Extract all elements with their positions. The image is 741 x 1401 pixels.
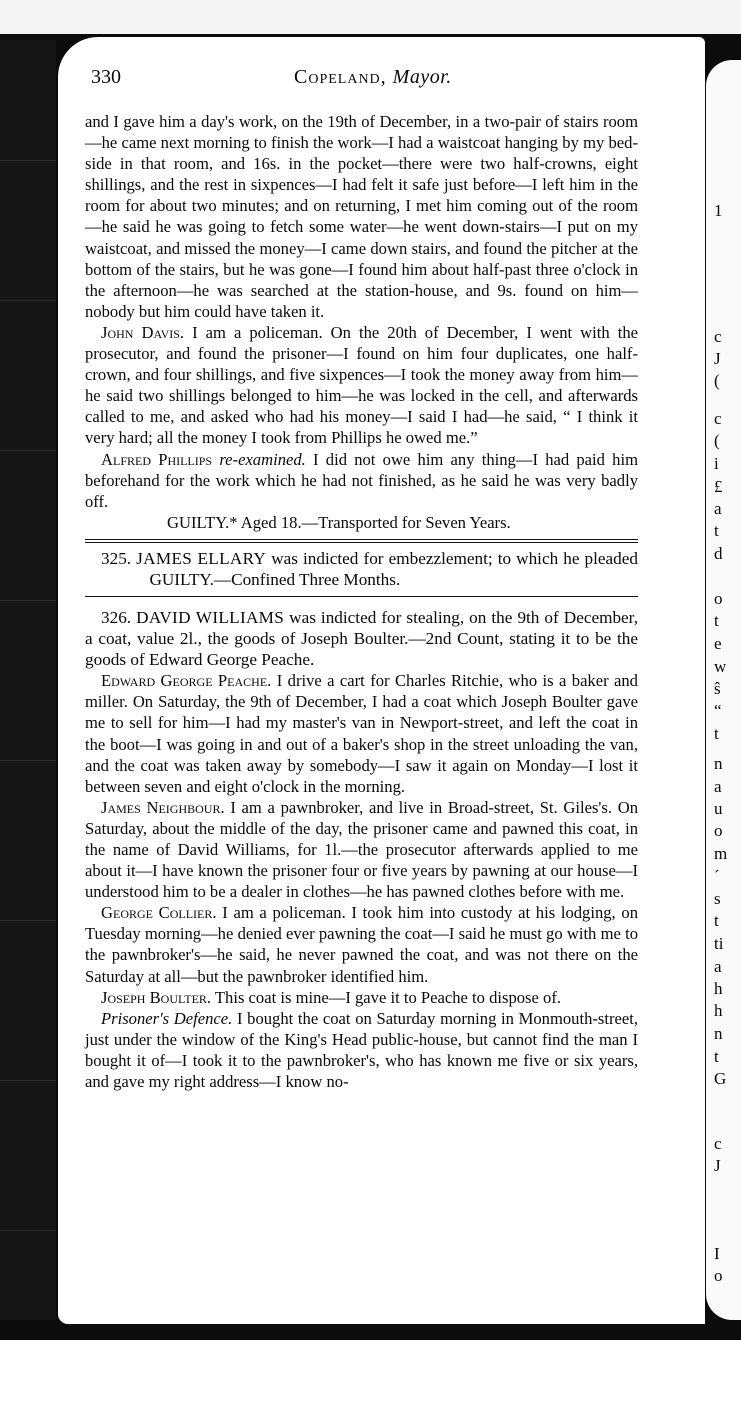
fragment-letter: n bbox=[714, 754, 723, 773]
fragment-letter: a bbox=[714, 499, 722, 518]
case-header bbox=[85, 548, 638, 590]
fragment-letter: £ bbox=[714, 477, 723, 496]
paragraph-testimony bbox=[85, 322, 638, 449]
fragment-letter: n bbox=[714, 1024, 723, 1043]
case-separator-rule bbox=[85, 539, 638, 543]
fragment-letter: c bbox=[714, 409, 722, 428]
speaker-name: James Neighbour. bbox=[101, 797, 225, 817]
testimony-text: I drive a cart for Charles Ritchie, who is a baker and miller. On Saturday, the 9th of December, I had a coat which Joseph Boulter gave me to sell for him—I had my master's van in Newport-street, and left the coat in the boot—I was going in and out of a baker's shop in the street unloading the van, and the coat was taken away by somebody—I saw it again on Monday—I lost it between seven and eight o'clock in the morning. bbox=[85, 671, 638, 796]
fragment-letter: h bbox=[714, 1001, 723, 1020]
fragment-letter: d bbox=[714, 544, 723, 563]
running-head-title bbox=[294, 66, 452, 89]
paragraph-defence bbox=[85, 1008, 638, 1092]
paragraph-testimony bbox=[85, 987, 638, 1008]
fragment-letter: h bbox=[714, 979, 723, 998]
fragment-letter: ti bbox=[714, 934, 724, 953]
defendant-name: DAVID WILLIAMS bbox=[136, 607, 285, 627]
fragment-letter: t bbox=[714, 611, 719, 630]
defendant-name: JAMES ELLARY bbox=[136, 548, 267, 568]
fragment-letter: c bbox=[714, 327, 722, 346]
case-header bbox=[85, 607, 638, 670]
speaker-name: Joseph Boulter. bbox=[101, 987, 212, 1007]
mayor-name: Copeland, bbox=[294, 66, 387, 88]
fragment-letter: e bbox=[714, 634, 722, 653]
indictment-text: was indicted for embezzlement; to which he pleaded bbox=[266, 548, 638, 568]
case-verdict: GUILTY.—Confined Three Months. bbox=[149, 569, 401, 589]
fragment-letter: 1 bbox=[714, 201, 723, 220]
case-number: 325. bbox=[101, 548, 132, 568]
fragment-letter: ( bbox=[714, 431, 720, 450]
fragment-letter: I bbox=[714, 1244, 720, 1263]
paragraph-testimony bbox=[85, 902, 638, 986]
page-body bbox=[85, 111, 638, 1092]
testimony-text: I am a pawnbroker, and live in Broad-street, St. Giles's. On Saturday, about the middle of the day, the prisoner came and pawned this coat, in the name of David Williams, for 1l.—the prosecutor afterwards applied to me about it—I have known the prisoner four or five years by pawning at our house—I understood him to be a dealer in clothes—he has pawned clothes before with me. bbox=[85, 797, 638, 902]
speaker-name: George Collier. bbox=[101, 903, 217, 923]
fragment-letter: m bbox=[714, 844, 728, 863]
fragment-letter: t bbox=[714, 724, 719, 743]
speaker-name: John Davis. bbox=[101, 322, 185, 342]
mayor-title: Mayor. bbox=[392, 66, 452, 88]
paragraph-testimony bbox=[85, 670, 638, 797]
fragment-letter: t bbox=[714, 1047, 719, 1066]
defence-heading: Prisoner's Defence. bbox=[101, 1008, 233, 1028]
fragment-letter: o bbox=[714, 1266, 723, 1285]
speaker-name: Alfred Phillips bbox=[101, 449, 213, 469]
testimony-text: I did not owe him any thing—I had paid him beforehand for the work which he had not finished, as he said he was very badly off. bbox=[85, 449, 638, 511]
paragraph-testimony bbox=[85, 449, 638, 512]
speaker-note: re-examined. bbox=[219, 449, 306, 469]
fragment-letter: J bbox=[714, 349, 721, 368]
fragment-letter: t bbox=[714, 521, 719, 540]
case-number: 326. bbox=[101, 607, 132, 627]
fragment-letter: u bbox=[714, 799, 723, 818]
fragment-letter: G bbox=[714, 1069, 727, 1088]
fragment-letter: o bbox=[714, 821, 723, 840]
fragment-letter: w bbox=[714, 657, 727, 676]
paragraph-testimony bbox=[85, 797, 638, 902]
fragment-letter: ´ bbox=[714, 867, 720, 886]
verdict-line: GUILTY.* Aged 18.—Transported for Seven Years. bbox=[167, 512, 511, 532]
indictment-text: was indicted for stealing, on the 9th of December, a coat, value 2l., the goods of Joseph Boulter.—2nd Count, stating it to be the goods of Edward George Peache. bbox=[85, 607, 639, 670]
speaker-name: Edward George Peache. bbox=[101, 671, 272, 691]
defence-text: I bought the coat on Saturday morning in Monmouth-street, just under the window of the King's Head public-house, but cannot find the man I bought it of—I took it to the pawnbroker's, who has known me five or six years, and gave my right address—I know no- bbox=[85, 1008, 638, 1092]
testimony-text: This coat is mine—I gave it to Peache to dispose of. bbox=[211, 987, 561, 1007]
fragment-letter: s bbox=[714, 889, 721, 908]
fragment-letter: ŝ bbox=[714, 679, 721, 698]
testimony-text: I am a policeman. On the 20th of December, I went with the prosecutor, and found the prisoner—I found on him four duplicates, one half-crown, and four shillings, and five sixpences—I took the money away from him—he said two shillings belonged to him—he was locked in the cell, and afterwards called to me, and asked who had his money—I said I had—he said, “ I think it very hard; all the money I took from Phillips he owed me.” bbox=[85, 322, 638, 448]
fragment-letter: ( bbox=[714, 371, 720, 390]
fragment-letter: c bbox=[714, 1134, 722, 1153]
scan-top-margin bbox=[0, 0, 741, 34]
fragment-letter: i bbox=[714, 454, 719, 473]
fragment-letter: “ bbox=[714, 701, 722, 720]
case-separator-rule bbox=[85, 596, 638, 597]
adjacent-page-fragment bbox=[706, 60, 741, 1320]
page-number: 330 bbox=[91, 66, 121, 88]
fragment-letter: t bbox=[714, 911, 719, 930]
testimony-text: I am a policeman. I took him into custody at his lodging, on Tuesday morning—he denied ever pawning the coat—I said he must go with me to the pawnbroker's—he said, he never pawned the coat, and was not there on the Saturday at all—but the pawnbroker identified him. bbox=[85, 903, 638, 986]
paragraph-continued-testimony: and I gave him a day's work, on the 19th of December, in a two-pair of stairs room—he came next morning to finish the work—I had a waistcoat hanging by my bed-side in that room, and 16s. in the pocket—there were two half-crowns, eight shillings, and the rest in sixpences—I had felt it safe just before—I left him in the room for about two minutes; and on returning, I met him coming out of the room—he said he was going to fetch some water—he went down-stairs—I put on my waistcoat, and missed the money—I came down stairs, and found the pitcher at the bottom of the stairs, but he was gone—I found him about half-past three o'clock in the afternoon—he was searched at the station-house, and 9s. found on him—nobody but him could have taken it. bbox=[85, 112, 638, 321]
running-head bbox=[91, 66, 531, 96]
fragment-letter: o bbox=[714, 589, 723, 608]
fragment-letter: J bbox=[714, 1156, 721, 1175]
fragment-letter: a bbox=[714, 777, 722, 796]
stacked-page-edges bbox=[0, 40, 56, 1320]
fragment-letter: a bbox=[714, 957, 722, 976]
